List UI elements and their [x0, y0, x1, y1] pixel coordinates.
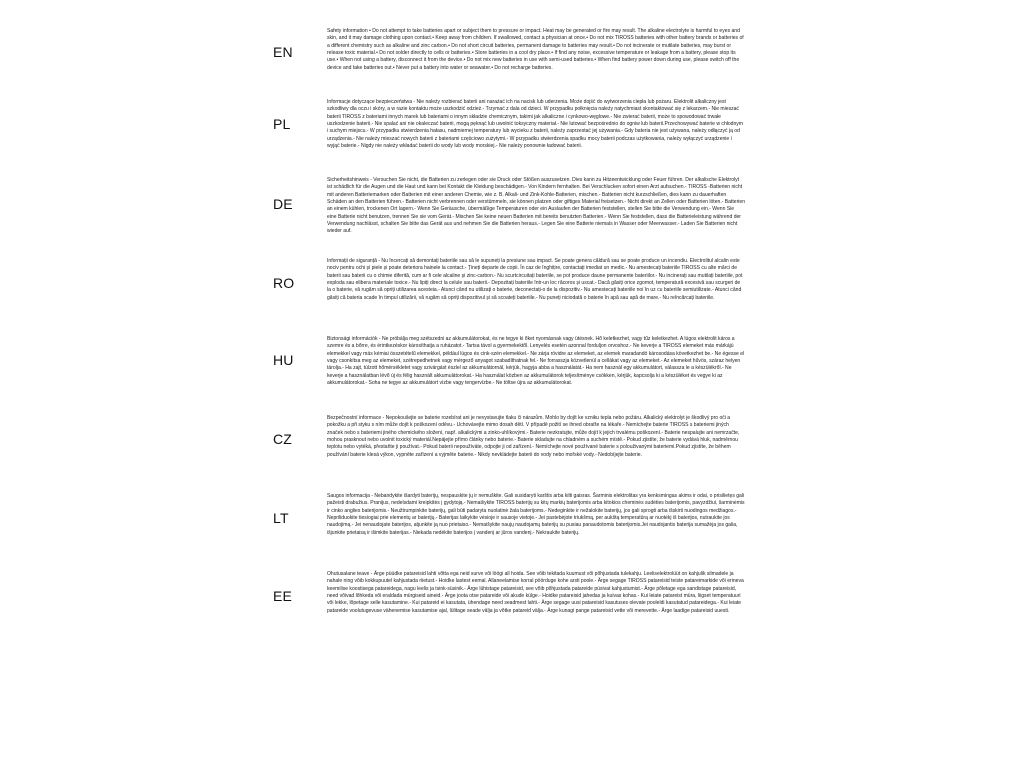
safety-text-ee: Ohutusalane teave - Ärge püüdke patareisid lahti võtta ega neid surve või löögi all hoida. See võib tekitada kuumust või põhjustada tulekahju. Leeliselektrolüüt on kahjulik silmadele ja nahale ning võib kokkupuutel kahjustada riietust.- Hoidke lastest eemal. Allaneelamise korral pöörduge kohe arsti poole.- Ärge segage TIROSS patareisid teiste patareimarkide või erineva keemilise koostisega patareidega, nagu leelis ja tsink-süsinik.- Ärge lühistage patareisid, see võib põhjustada patareide püsivat kahjustumist.- Ärge põletage ega sandistage patareisid, need võivad lõhkeda või eraldada mürgiseid aineid.- Ärge joota otse patareide või akude külge.- Hoidke patareisid jahedas ja kuivas kohas.- Kui leiate patareist müra, liigset temperatuuri või lekke, lõpetage selle kasutamine.- Kui patareid ei kasutata, ühendage need seadmest lahti.- Ärge segage uusi patareisid kasutuses olevate pooleldi kasutatud patareidega.- Kui leiate patareide voolutugevuse vähenemise kasutamise ajal, lülitage seade välja ja võtke patareid välja.- Ärge kunagi pange patareisid vette või merevette.- Ärge laadige patareisid uuesti.: [327, 571, 744, 614]
language-code-ro: RO: [273, 275, 295, 291]
language-code-hu: HU: [273, 352, 294, 368]
language-code-pl: PL: [273, 116, 291, 132]
language-code-cz: CZ: [273, 431, 293, 447]
language-code-ee: EE: [273, 588, 293, 604]
language-code-en: EN: [273, 44, 293, 60]
safety-text-pl: Informacje dotyczące bezpieczeństwa - Nie należy rozbierać baterii ani narażać ich na nacisk lub uderzenia. Może dojść do wytworzenia ciepła lub pożaru. Elektrolit alkaliczny jest szkodliwy dla oczu i skóry, a w razie kontaktu może uszkodzić odzież.- Trzymać z dala od dzieci. W przypadku połknięcia należy natychmiast skontaktować się z lekarzem.- Nie mieszać baterii TIROSS z bateriami innych marek lub bateriami o innym składzie chemicznym, takimi jak alkaliczne i cynkowo-węglowe.- Nie zwierać baterii, może to spowodować trwałe uszkodzenie baterii.- Nie spalać ani nie okaleczać baterii, mogą pęknąć lub uwolnić toksyczny materiał.- Nie lutować bezpośrednio do ogniw lub baterii.Przechowywać baterie w chłodnym i suchym miejscu.- W przypadku stwierdzenia hałasu, nadmiernej temperatury lub wycieku z baterii, należy zaprzestać jej używania.- Gdy bateria nie jest używana, należy odłączyć ją od urządzenia.- Nie należy mieszać nowych baterii z bateriami częściowo zużytymi.- W przypadku stwierdzenia spadku mocy baterii podczas użytkowania, należy wyłączyć urządzenie i wyjąć baterie.- Nigdy nie należy wkładać baterii do wody lub wody morskiej.- Nie należy ponownie ładować baterii.: [327, 99, 744, 150]
safety-text-cz: Bezpečnostní informace - Nepokoušejte se baterie rozebírat ani je nevystavujte tlaku či nárazům. Mohlo by dojít ke vzniku tepla nebo požáru. Alkalický elektrolyt je škodlivý pro oči a pokožku a při styku s ním může dojít k poškození oděvu.- Uchovávejte mimo dosah dětí. V případě požití se ihned obraťte na lékaře.- Nemíchejte baterie TIROSS s bateriemi jiných značek nebo s bateriemi jiného chemického složení, např. alkalickými a zinko-uhlíkovými.- Baterie nezkratujte, může dojít k jejich trvalému poškození.- Baterie nespalujte ani nemrzačte, mohou prasknout nebo uvolnit toxický materiál.Nepájejte přímo články nebo baterie.- Baterie skladujte na chladném a suchém místě.- Pokud zjistíte, že baterie vydává hluk, nadměrnou teplotu nebo vytéká, přestaňte ji používat.- Pokud baterii nepoužíváte, odpojte ji od zařízení.- Nemíchejte nové používané baterie s polouživanými bateriemi.Pokud zjistíte, že během používání baterie klesá výkon, vypněte zařízení a vyjměte baterie.- Nikdy nevkládejte baterii do vody nebo mořské vody.- Nedobíjejte baterie.: [327, 415, 740, 458]
language-code-de: DE: [273, 196, 293, 212]
safety-text-en: Safety information • Do not attempt to take batteries apart or subject them to pressure or impact. Heat may be generated or fire may result. The alkaline electrolyte is harmful to eyes and skin, and it may damage clothing upon contact.• Keep away from children. If swallowed, contact a physician at once.• Do not mix TIROSS batteries with other battery brands or batteries of a different chemistry such as alkaline and zinc carbon.• Do not short circuit batteries, permanent damage to batteries may result.• Do not incinerate or mutilate batteries, may burst or release toxic material.• Do not solder directly to cells or batteries.• Store batteries in a cool dry place.• If find any noise, excessive temperature or leakage from a battery, please stop its use.• When not using a battery, disconnect it from the device.• Do not mix new batteries in use with semi-used batteries.• When find battery power down during use, please switch off the device and take batteries out.• Never put a battery into water or seawater.• Do not recharge batteries.: [327, 28, 744, 71]
safety-text-hu: Biztonsági információk - Ne próbálja meg szétszedni az akkumulátorokat, és ne tegye ki őket nyomásnak vagy ütésnek. Hő keletkezhet, vagy tűz keletkezhet. A lúgos elektrolit káros a szemre és a bőrre, és érintkezéskor károsíthatja a ruházatot.- Tartsa távol a gyermekektől. Lenyelés esetén azonnal forduljon orvoshoz.- Ne keverje a TIROSS elemeket más márkájú elemekkel vagy más kémiai összetételű elemekkel, például lúgos és cink-szén elemekkel.- Ne zárja rövidre az elemeket, az elemek maradandó károsodása következhet be.- Ne égesse el vagy csonkítsa meg az elemeket, szétrepedhetnek vagy mérgező anyagot szabadíthatnak fel.- Ne forrasszja közvetlenül a cellákat vagy az elemeket.- Az elemeket hűvös, száraz helyen tárolja.- Ha zajt, túlzott hőmérsékletet vagy szivárgást észlel az akkumulátornál, kérjük, hagyja abba a használatát.- Ha nem használ egy akkumulátort, válassza le a készülékről.- Ne keverje a használatban lévő új és félig használt akkumulátorokat.- Ha használat közben az akkumulátorok teljesítménye csökken, kérjük, kapcsolja ki a készüléket és vegye ki az akkumulátorokat.- Soha ne tegye az akkumulátort vízbe vagy tengervízbe.- Ne töltse újra az akkumulátorokat.: [327, 336, 745, 387]
language-code-lt: LT: [273, 510, 289, 526]
safety-text-ro: Informații de siguranță - Nu încercați să demontați bateriile sau să le supuneți la presiune sau impact. Se poate genera căldură sau se poate produce un incendiu. Electrolitul alcalin este nociv pentru ochi și piele și poate deteriora hainele la contact.- Țineți departe de copii. În caz de înghițire, contactați imediat un medic.- Nu amestecați bateriile TIROSS cu alte mărci de baterii sau baterii cu o chimie diferită, cum ar fi cele alcaline și zinc-carbon.- Nu scurtcircuitați bateriile, se pot produce daune permanente bateriilor.- Nu incinerați sau mutilați bateriile, pot exploda sau elibera materiale toxice.- Nu lipiți direct la celule sau baterii.- Depozitați bateriile într-un loc răcoros și uscat.- Dacă găsiți orice zgomot, temperatură excesivă sau scurgeri de la o baterie, vă rugăm să opriți utilizarea acesteia.- Atunci când nu utilizați o baterie, deconectați-o de la dispozitiv.- Nu amestecați bateriile noi în uz cu bateriile semiutilizate.- Atunci când găsiți că bateria scade în timpul utilizării, vă rugăm să opriți dispozitivul și să scoateți bateriile.- Nu puneți niciodată o baterie în apă sau apă de mare.- Nu reîncărcați bateriile.: [327, 258, 743, 301]
safety-text-de: Sicherheitshinweis - Versuchen Sie nicht, die Batterien zu zerlegen oder sie Druck oder Stößen auszusetzen. Dies kann zu Hitzeentwicklung oder Feuer führen. Der alkalische Elektrolyt ist schädlich für die Augen und die Haut und kann bei Kontakt die Kleidung beschädigen.- Von Kindern fernhalten. Bei Verschlucken sofort einen Arzt aufsuchen.- TIROSS -Batterien nicht mit anderen Batteriemarken oder Batterien mit einer anderen Chemie, wie z. B. Alkali- und Zink-Kohle-Batterien, mischen.- Batterien nicht kurzschließen, dies kann zu dauerhaften Schäden an den Batterien führen.- Batterien nicht verbrennen oder verstümmeln, sie können platzen oder giftiges Material freisetzen.- Nicht direkt an Zellen oder Batterien löten.- Batterien an einem kühlen, trockenen Ort lagern.- Wenn Sie Geräusche, übermäßige Temperaturen oder ein Auslaufen der Batterien feststellen, stellen Sie bitte die Verwendung ein.- Wenn Sie eine Batterie nicht benutzen, trennen Sie sie vom Gerät.- Mischen Sie keine neuen Batterien mit bereits benutzten Batterien.- Wenn Sie feststellen, dass die Batterieleistung während der Verwendung nachlässt, schalten Sie bitte das Gerät aus und nehmen Sie die Batterien heraus.- Legen Sie eine Batterie niemals in Wasser oder Meerwasser.- Laden Sie Batterien nicht wieder auf.: [327, 177, 746, 235]
safety-text-lt: Saugos informacija - Nebandykite išardyti baterijų, nespauskite jų ir nemuškite. Gali susidaryti karštis arba kilti gaisras. Šarminis elektrolitas yra kenksmingas akims ir odai, o prisilietęs gali pažeisti drabužius. Pranijus, nedelsdami kreipkitės į gydytoją.- Nemaišykite TIROSS baterijų su kitų markių baterijomis arba kitokios cheminės sudėties baterijomis, pavyzdžiui, šarminėmis ir cinko anglies baterijomis.- Neužtrumpinkite baterijų, gali būti padaryta nuolatinė žala baterijoms.- Nedeginkite ir nežalokite baterijų, jos gali sprogti arba išskirti nuodingos medžiagos.- Nepriliduokite tiesiogiai prie elementų ar baterijų.- Baterijas laikykite vėsioje ir sausoje vietoje.- Jei pastebėjote triukšmą, per aukštą temperatūrą ar nuotėkį iš baterijos, nutraukite jos naudojimą.- Jei nenaudojate baterijos, atjunkite ją nuo prietaiso.- Nemaišykite naujų naudojamų baterijų su pusiau panaudotomis baterijomis.Jei naudojantis baterija sumažėja jos galia, išjunkite prietaisą ir išimkite baterijas.- Niekada nedėkite baterijos į vandenį ar jūros vandenį.- Nekraukite baterijų.: [327, 493, 745, 536]
